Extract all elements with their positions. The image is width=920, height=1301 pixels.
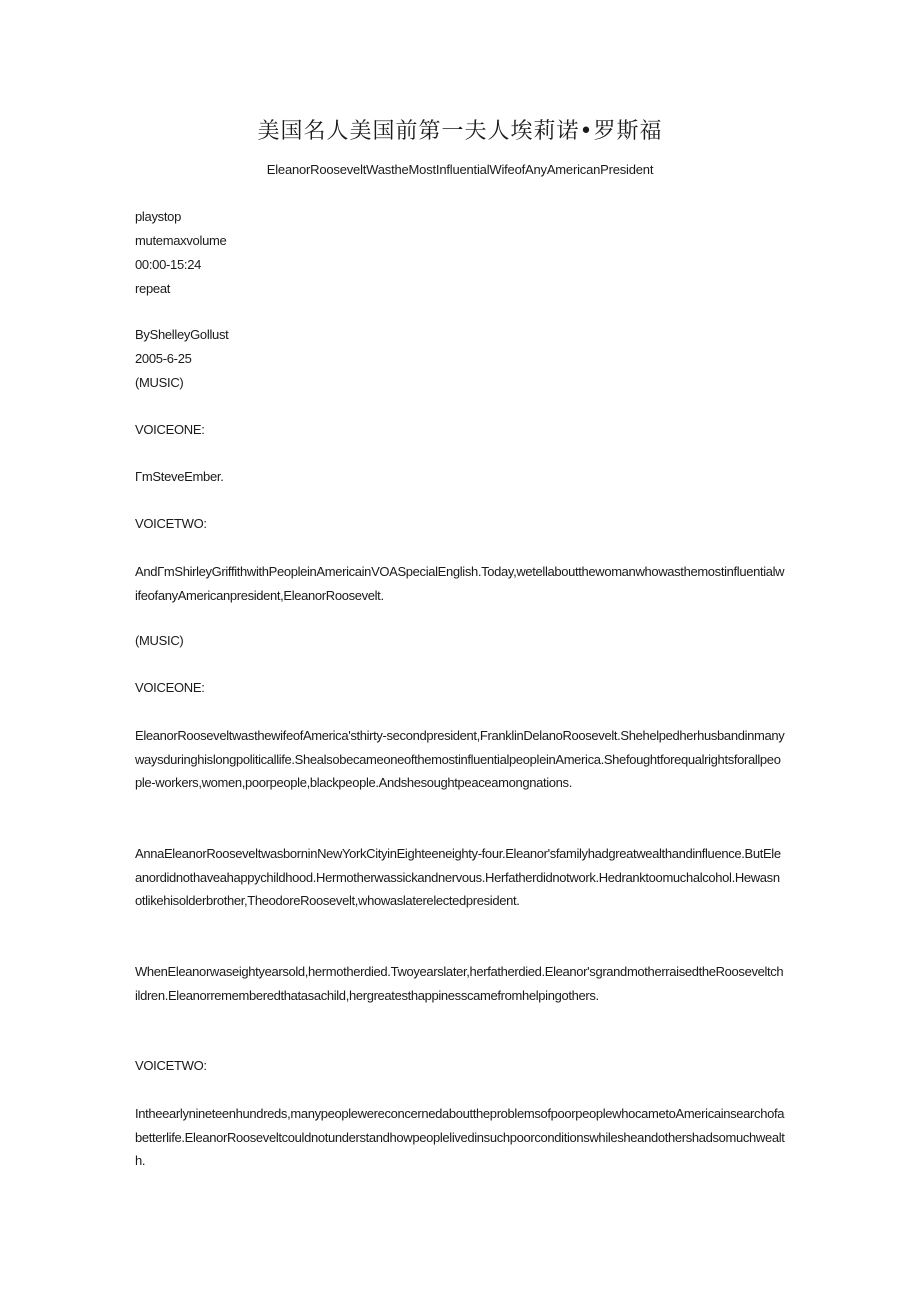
byline: ByShelleyGollust [135,327,229,342]
speaker-label: VOICEONE: [135,422,205,437]
paragraph: Intheearlynineteenhundreds,manypeoplewereconcernedabouttheproblemsofpoorpeoplewhocametoAmericainsearchofabetterlife.EleanorRooseveltcouldnotunderstandhowpeoplelivedinsuchpoorconditionswhilesheandothershadsomuchwealth. [135,1106,785,1168]
document-subtitle: EleanorRooseveltWastheMostInfluentialWifeofAnyAmericanPresident [266,162,654,177]
speaker-label: VOICETWO: [135,516,207,531]
speaker-label: VOICEONE: [135,680,205,695]
paragraph: WhenEleanorwaseightyearsold,hermotherdied.Twoyearslater,herfatherdied.Eleanor'sgrandmotherraisedtheRooseveltchildren.Eleanorrememberedthatasachild,hergreatesthappinesscamefromhelpingothers. [135,964,784,1003]
music-cue: (MUSIC) [135,633,184,648]
music-cue: (MUSIC) [135,375,184,390]
player-repeat: repeat [135,281,171,296]
paragraph: EleanorRooseveltwasthewifeofAmerica'sthirty-secondpresident,FranklinDelanoRoosevelt.Shehelpedherhusbandinmanywaysduringhislongpoliticallife.ShealsobecameoneofthemostinfluentialpeopleinAmerica.Shefoughtforequalrightsforallpeople-workers,women,poorpeople,blackpeople.Andshesoughtpeaceamongnations. [135,728,785,790]
paragraph-intro: AndΓmShirleyGriffithwithPeopleinAmericainVOASpecialEnglish.Today,wetellaboutthewomanwhowasthemostinfluentialwifeofanyAmericanpresident,EleanorRoosevelt. [135,564,785,603]
dialogue-line: ΓmSteveEmber. [135,469,224,484]
player-controls-volume: mutemaxvolume [135,233,227,248]
document-title: 美国名人美国前第一夫人埃莉诺•罗斯福 [257,119,663,144]
player-controls-play-stop: playstop [135,209,182,224]
paragraph: AnnaEleanorRooseveltwasborninNewYorkCityinEighteeneighty-four.Eleanor'sfamilyhadgreatwealthandinfluence.ButEleanordidnothaveahappychildhood.Hermotherwassickandnervous.Herfatherdidnotwork.Hedranktoomuchalcohol.Hewasnotlikehisolderbrother,TheodoreRoosevelt,whowaslaterelectedpresident. [135,846,781,908]
speaker-label: VOICETWO: [135,1058,207,1073]
publish-date: 2005-6-25 [135,351,192,366]
player-time: 00:00-15:24 [135,257,202,272]
